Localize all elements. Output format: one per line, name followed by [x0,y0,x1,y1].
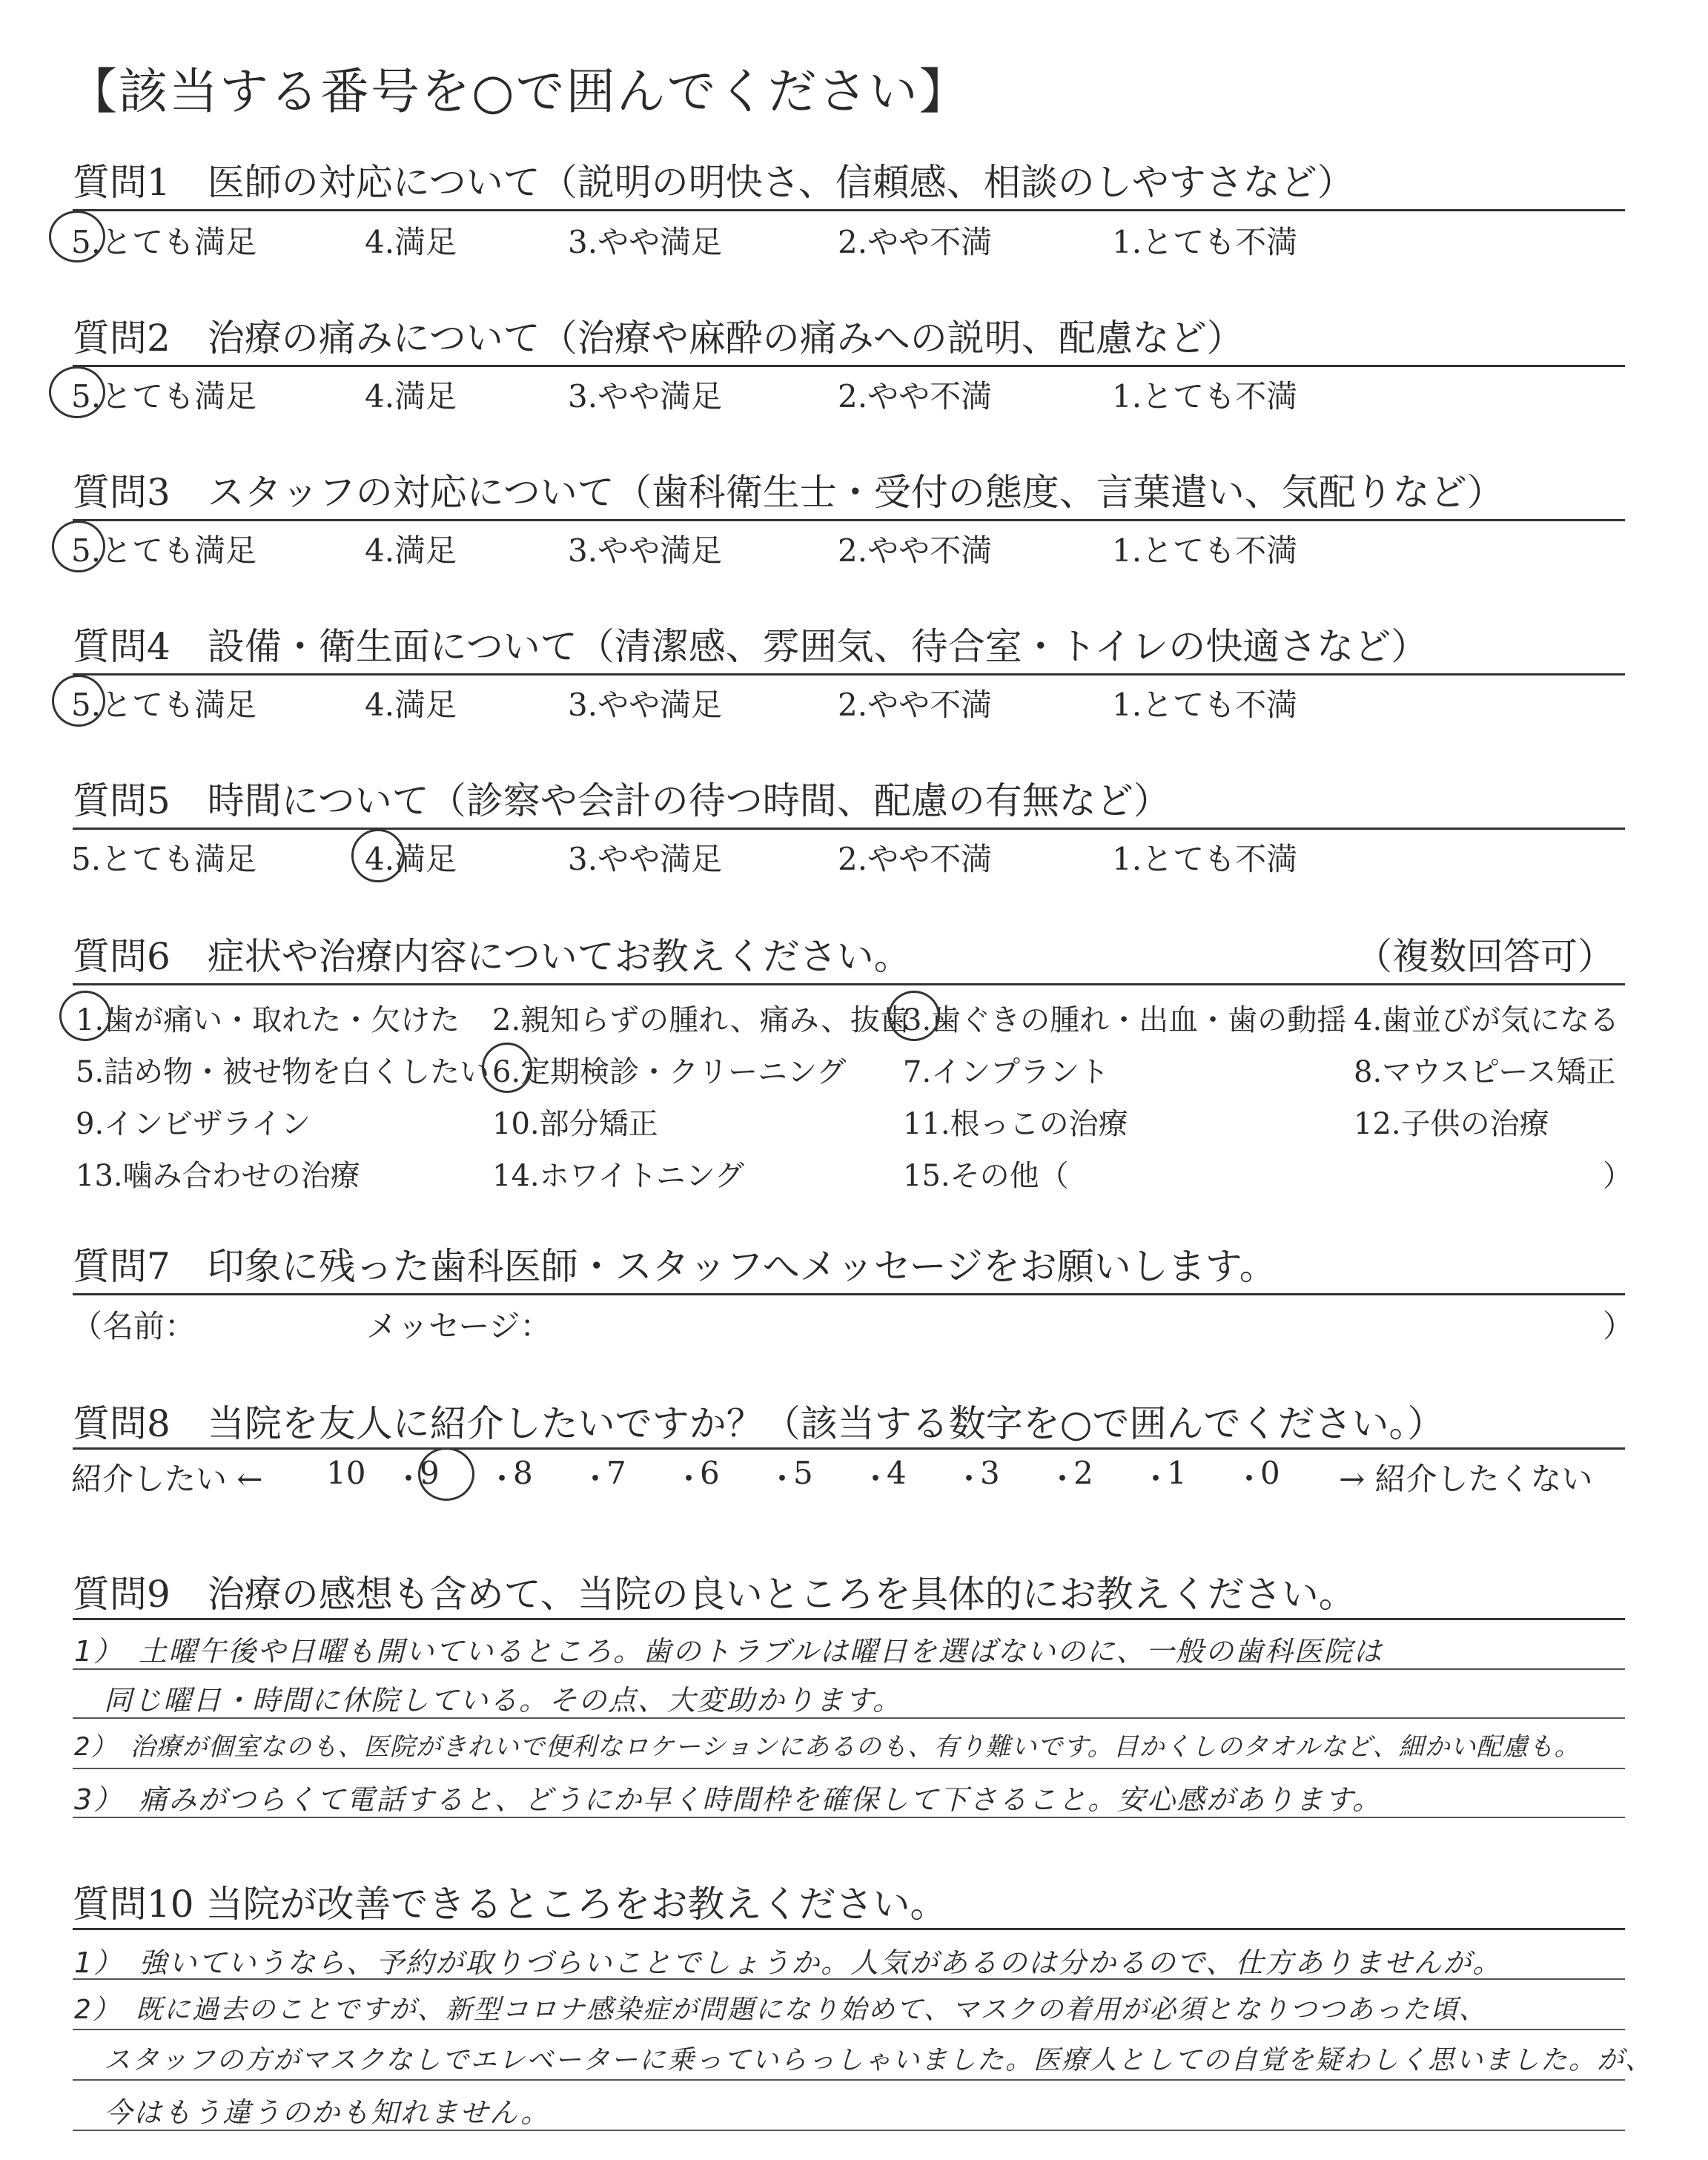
question-5-title: 質問5 時間について（診察や会計の待つ時間、配慮の有無など） [73,779,1171,822]
question-6-title: 質問6 症状や治療内容についてお教えください。 [73,935,911,978]
q3-option-2[interactable]: 2.やや不満 [838,532,993,569]
q10-answer-line-3: スタッフの方がマスクなしでエレベーターに乗っていらっしゃいました。医療人としての自覚を疑わしく思いました。が、 [104,2045,1654,2075]
q2-option-3[interactable]: 3.やや満足 [568,378,723,415]
q8-scale-4[interactable]: 4 [887,1455,907,1491]
q8-scale-separator: ・ [1140,1461,1172,1497]
question-3-title: 質問3 スタッフの対応について（歯科衛生士・受付の態度、言葉遣い、気配りなど） [73,471,1504,514]
question-5-rule [73,828,1625,830]
question-8-title: 質問8 当院を友人に紹介したいですか？（該当する数字を○で囲んでください。） [73,1402,1445,1445]
question-6-rule [73,983,1625,985]
q8-scale-9[interactable]: 9 [420,1455,440,1491]
q10-answer-line-2: 2） 既に過去のことですが、新型コロナ感染症が問題になり始めて、マスクの着用が必須となりつつあった頃、 [74,1995,1487,2025]
q2-selection-circle [49,366,105,418]
q1-option-2[interactable]: 2.やや不満 [838,224,993,260]
question-4-title: 質問4 設備・衛生面について（清潔感、雰囲気、待合室・トイレの快適さなど） [73,625,1429,668]
q8-scale-2[interactable]: 2 [1073,1455,1093,1491]
q3-option-5[interactable]: 5.とても満足 [71,532,257,569]
q6-option-7[interactable]: 7.インプラント [903,1055,1110,1089]
question-4-rule [73,673,1625,676]
q2-option-4[interactable]: 4.満足 [365,378,457,415]
q2-option-1[interactable]: 1.とても不満 [1112,378,1298,415]
q8-scale-5[interactable]: 5 [793,1455,813,1491]
q3-option-3[interactable]: 3.やや満足 [568,532,723,569]
page-title: 【該当する番号を○で囲んでください】 [68,63,970,120]
q8-scale-separator: ・ [767,1461,798,1497]
q8-scale-separator: ・ [486,1461,518,1497]
q5-option-3[interactable]: 3.やや満足 [568,841,723,877]
q10-line-1 [73,1978,1625,1980]
q8-scale-separator: ・ [953,1461,985,1497]
q2-option-2[interactable]: 2.やや不満 [838,378,993,415]
q7-name-label: （名前： [71,1308,196,1344]
q9-line-4 [73,1817,1625,1818]
question-1-rule [73,209,1625,211]
q6-option-14[interactable]: 14.ホワイトニング [492,1159,745,1193]
q6-option-4[interactable]: 4.歯並びが気になる [1354,1003,1620,1037]
q3-selection-circle [52,521,105,572]
question-1-title: 質問1 医師の対応について（説明の明快さ、信頼感、相談のしやすさなど） [73,161,1354,204]
q5-selection-circle [351,829,405,882]
q9-answer-line-2: 同じ曜日・時間に休院している。その点、大変助かります。 [104,1684,902,1717]
q6-option-12[interactable]: 12.子供の治療 [1354,1107,1549,1141]
q8-scale-10[interactable]: 10 [326,1455,366,1491]
q10-line-4 [73,2130,1625,2131]
q6-selection-circle-6 [482,1043,532,1093]
q9-answer-line-3: 2） 治療が個室なのも、医院がきれいで便利なロケーションにあるのも、有り難いです。目かくしのタオルなど、細かい配慮も。 [74,1732,1580,1762]
q9-answer-line-4: 3） 痛みがつらくて電話すると、どうにか早く時間枠を確保して下さること。安心感があります。 [74,1783,1383,1816]
q4-option-3[interactable]: 3.やや満足 [568,687,723,723]
q8-scale-0[interactable]: 0 [1260,1455,1280,1491]
q1-option-3[interactable]: 3.やや満足 [568,224,723,260]
q8-scale-3[interactable]: 3 [980,1455,1000,1491]
question-7-rule [73,1293,1625,1295]
q4-option-2[interactable]: 2.やや不満 [838,687,993,723]
q4-option-1[interactable]: 1.とても不満 [1112,687,1298,723]
question-9-rule [73,1618,1625,1620]
q8-scale-8[interactable]: 8 [513,1455,533,1491]
question-8-rule [73,1447,1625,1450]
q9-line-1 [73,1668,1625,1670]
q8-scale-separator: ・ [1234,1461,1265,1497]
q6-option-10[interactable]: 10.部分矯正 [492,1107,658,1141]
q4-option-4[interactable]: 4.満足 [365,687,457,723]
question-2-title: 質問2 治療の痛みについて（治療や麻酔の痛みへの説明、配慮など） [73,317,1244,360]
q7-close-paren: ） [1603,1308,1635,1344]
q4-option-5[interactable]: 5.とても満足 [71,687,257,723]
q6-option-9[interactable]: 9.インビザライン [76,1107,311,1141]
q10-line-2 [73,2029,1625,2030]
q1-option-4[interactable]: 4.満足 [365,224,457,260]
q9-answer-line-1: 1） 土曜午後や日曜も開いているところ。歯のトラブルは曜日を選ばないのに、一般の歯科医院は [74,1635,1383,1668]
q8-scale-separator: ・ [673,1461,705,1497]
q2-option-5[interactable]: 5.とても満足 [71,378,257,415]
q6-option-6[interactable]: 6.定期検診・クリーニング [492,1055,847,1089]
question-6-note: （複数回答可） [1355,935,1615,978]
question-7-title: 質問7 印象に残った歯科医師・スタッフへメッセージをお願いします。 [73,1245,1277,1288]
q1-option-5[interactable]: 5.とても満足 [71,224,257,260]
q8-right-label: → 紹介したくない [1339,1461,1593,1497]
q8-scale-separator: ・ [393,1461,425,1497]
q8-scale-7[interactable]: 7 [606,1455,626,1491]
q6-option-11[interactable]: 11.根っこの治療 [903,1107,1128,1141]
q7-message-label: メッセージ： [366,1308,552,1344]
q8-selection-circle [418,1447,474,1501]
q8-scale-6[interactable]: 6 [700,1455,720,1491]
question-10-title: 質問10 当院が改善できるところをお教えください。 [73,1883,947,1926]
q6-option-8[interactable]: 8.マウスピース矯正 [1354,1055,1616,1089]
q5-option-2[interactable]: 2.やや不満 [838,841,993,877]
q1-selection-circle [49,211,105,262]
q6-option-15-close: ） [1603,1159,1632,1193]
q6-option-1[interactable]: 1.歯が痛い・取れた・欠けた [76,1003,460,1037]
question-2-rule [73,365,1625,367]
question-3-rule [73,519,1625,521]
q10-line-3 [73,2079,1625,2081]
q8-left-label: 紹介したい ← [71,1461,263,1497]
q1-option-1[interactable]: 1.とても不満 [1112,224,1298,260]
question-9-title: 質問9 治療の感想も含めて、当院の良いところを具体的にお教えください。 [73,1573,1356,1616]
q6-option-3[interactable]: 3.歯ぐきの腫れ・出血・歯の動揺 [903,1003,1347,1037]
q6-option-5[interactable]: 5.詰め物・被せ物を白くしたい [76,1055,490,1089]
q6-option-2[interactable]: 2.親知らずの腫れ、痛み、抜歯 [492,1003,910,1037]
q6-selection-circle-1 [59,991,111,1041]
q10-answer-line-4: 今はもう違うのかも知れません。 [104,2096,551,2129]
q4-selection-circle [52,675,105,727]
q6-option-13[interactable]: 13.噛み合わせの治療 [76,1159,360,1193]
q5-option-1[interactable]: 1.とても不満 [1112,841,1298,877]
q6-selection-circle-3 [888,991,940,1041]
question-10-rule [73,1928,1625,1930]
q9-line-3 [73,1768,1625,1769]
q5-option-5[interactable]: 5.とても満足 [71,841,257,877]
q8-scale-separator: ・ [1047,1461,1079,1497]
q8-scale-separator: ・ [580,1461,612,1497]
q10-answer-line-1: 1） 強いていうなら、予約が取りづらいことでしょうか。人気があるのは分かるので、仕方ありませんが。 [74,1946,1503,1979]
q8-scale-1[interactable]: 1 [1167,1455,1187,1491]
q3-option-1[interactable]: 1.とても不満 [1112,532,1298,569]
q5-option-4[interactable]: 4.満足 [365,841,457,877]
q6-option-15[interactable]: 15.その他（ [903,1159,1069,1193]
q8-scale-separator: ・ [860,1461,892,1497]
q9-line-2 [73,1717,1625,1719]
q3-option-4[interactable]: 4.満足 [365,532,457,569]
